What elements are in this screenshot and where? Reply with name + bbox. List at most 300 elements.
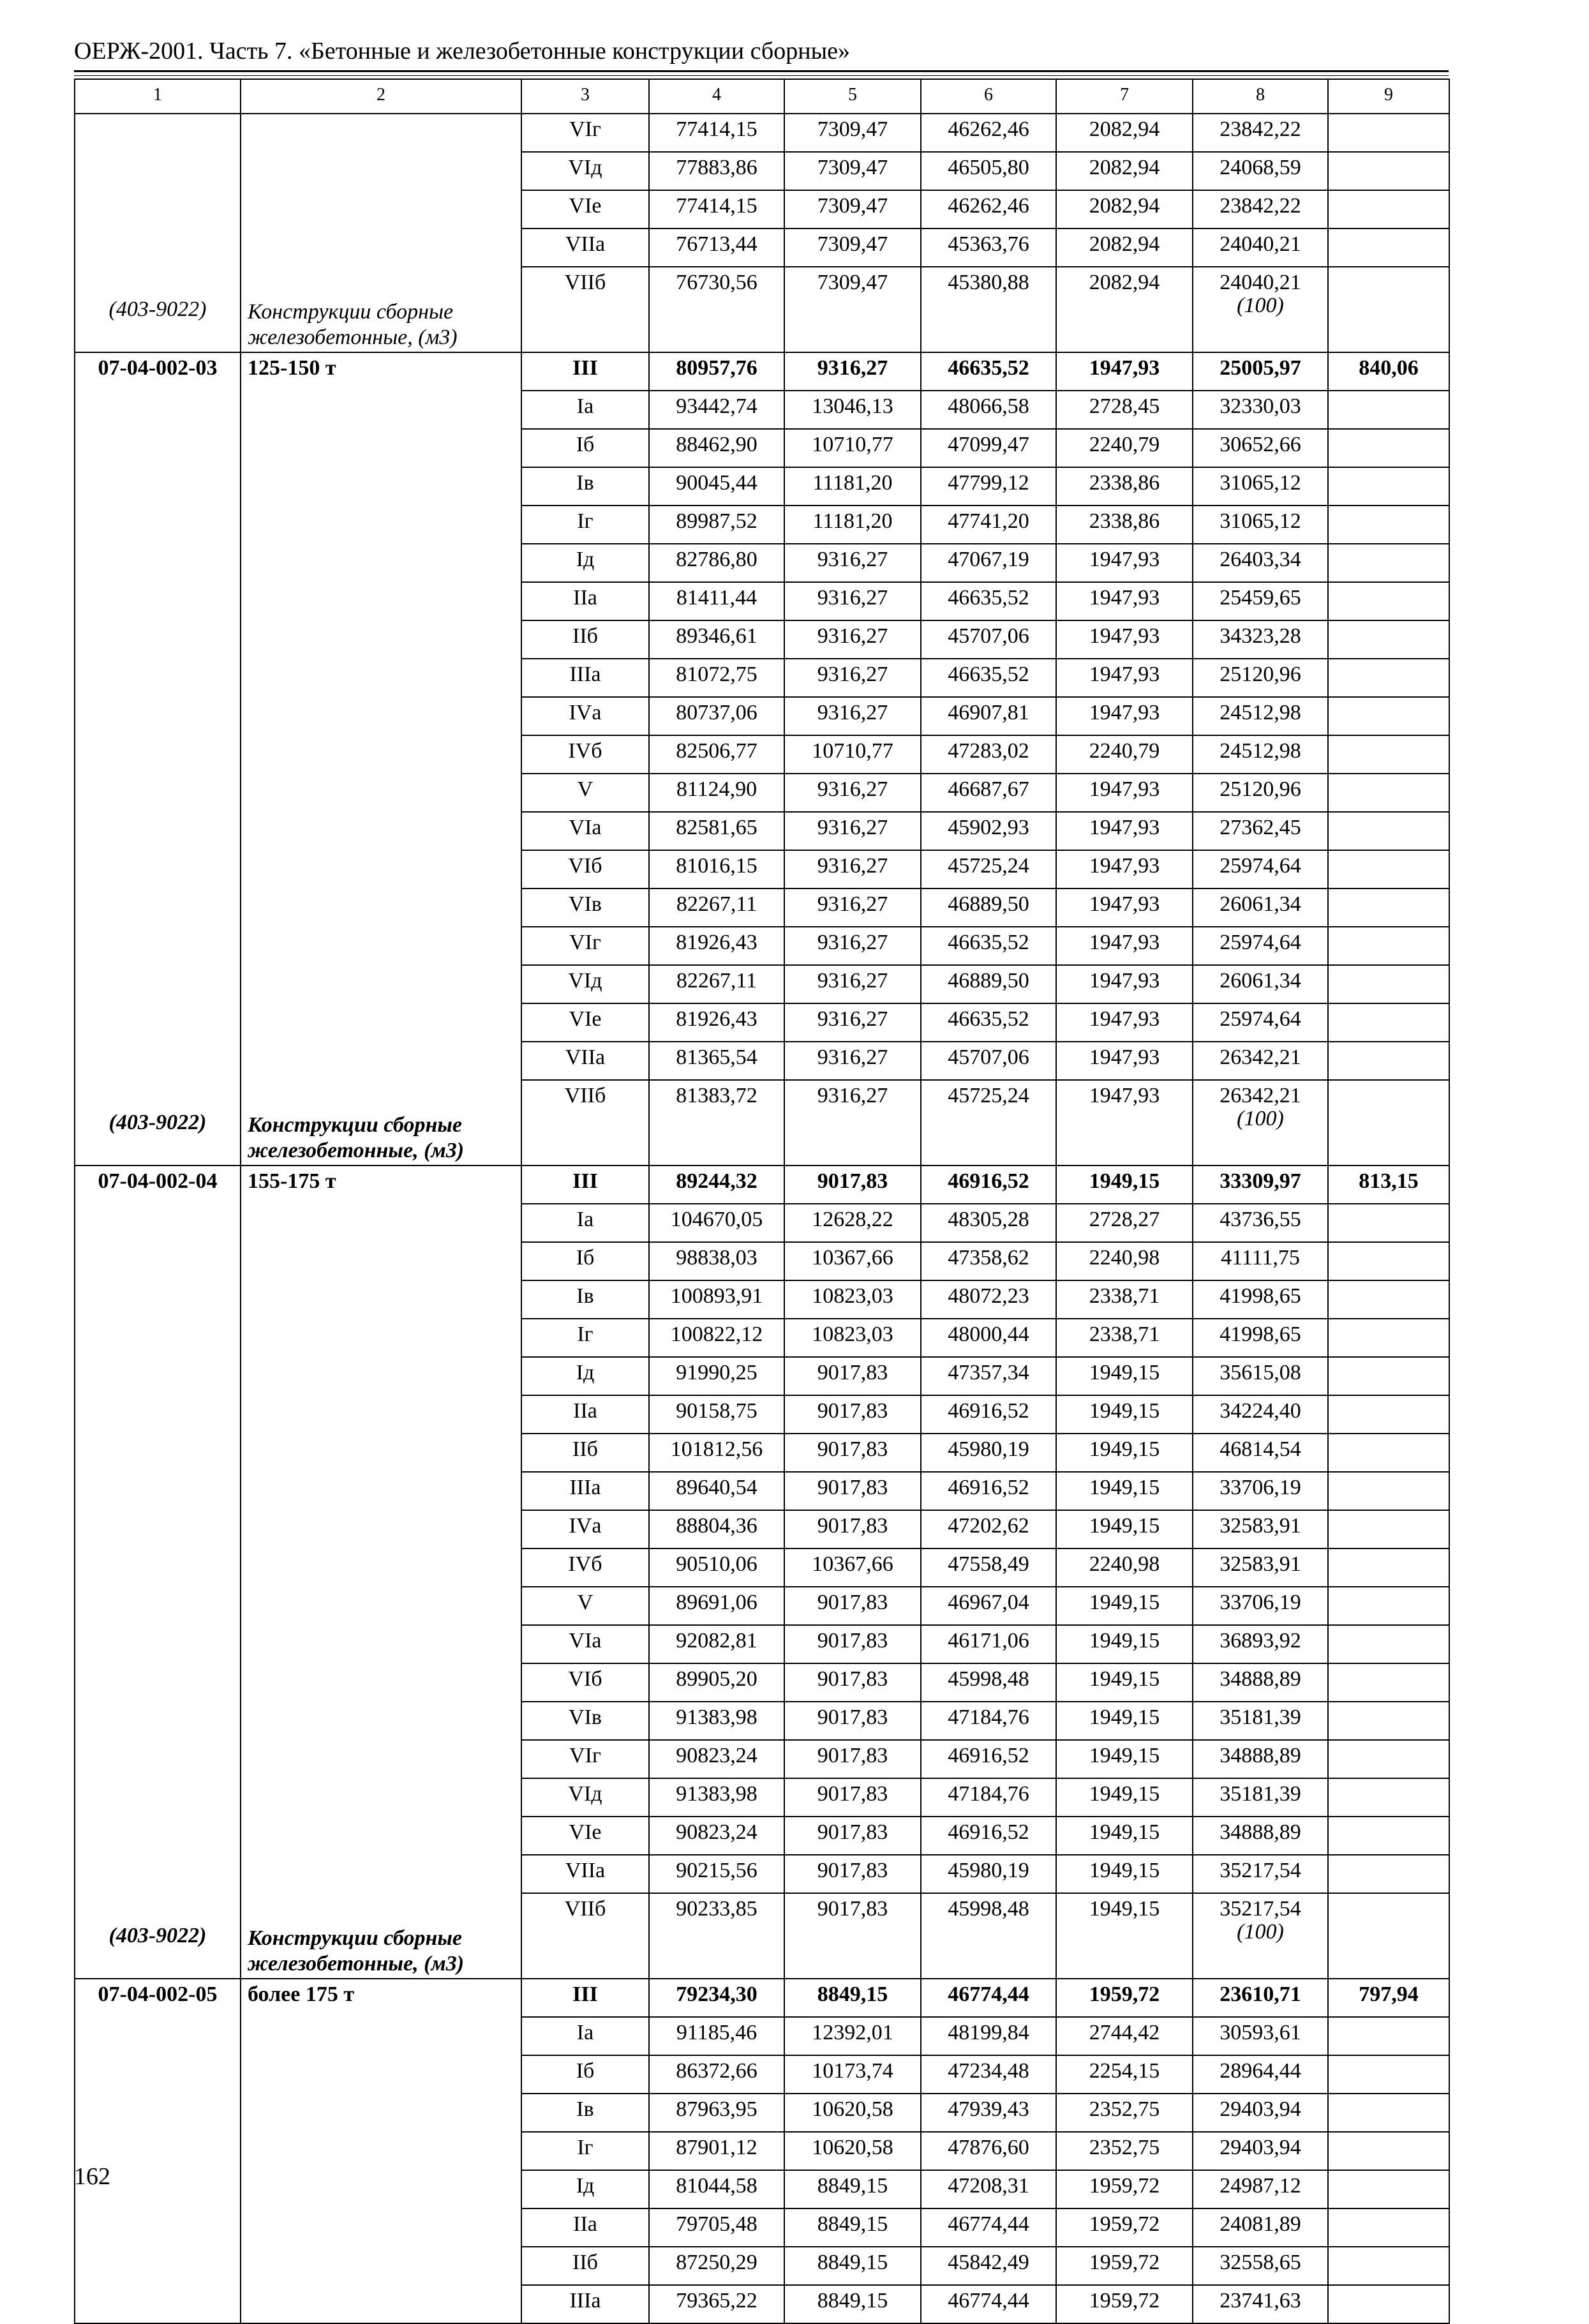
materials-value: 46814,54 <box>1220 1437 1301 1461</box>
wages <box>784 1434 921 1472</box>
machinery-value: 46916,52 <box>948 1399 1029 1423</box>
region-code <box>521 1434 649 1472</box>
region-code <box>521 1740 649 1778</box>
machinist-wages-value: 1959,72 <box>1089 2289 1160 2313</box>
region-code-value: VIб <box>568 854 602 878</box>
region-code <box>521 735 649 774</box>
machinist-wages-value: 1947,93 <box>1089 931 1160 954</box>
region-code-value: VIIб <box>564 1084 606 1107</box>
machinist-wages-value: 1949,15 <box>1089 1476 1160 1499</box>
machinist-wages-value: 1949,15 <box>1089 1591 1160 1614</box>
materials <box>1193 2208 1328 2247</box>
materials <box>1193 850 1328 888</box>
labor-cost <box>1328 467 1449 506</box>
machinery-value: 46907,81 <box>948 701 1029 724</box>
machinery <box>921 114 1056 152</box>
materials-value: 33706,19 <box>1220 1476 1301 1499</box>
materials <box>1193 352 1328 391</box>
wages <box>784 2017 921 2055</box>
materials-value: 35181,39 <box>1220 1782 1301 1806</box>
materials <box>1193 190 1328 229</box>
labor-cost <box>1328 506 1449 544</box>
total-cost-value: 89244,32 <box>676 1169 757 1193</box>
region-code <box>521 697 649 735</box>
total-cost-value: 77414,15 <box>676 194 757 218</box>
machinist-wages <box>1056 1548 1193 1587</box>
machinist-wages-value: 1947,93 <box>1089 1084 1160 1107</box>
machinist-wages-value: 2744,42 <box>1089 2021 1160 2044</box>
machinery <box>921 267 1056 352</box>
wages-value: 7309,47 <box>817 156 888 179</box>
machinery-value: 45363,76 <box>948 232 1029 256</box>
total-cost-value: 90045,44 <box>676 471 757 495</box>
region-code <box>521 659 649 697</box>
materials-value: 24081,89 <box>1220 2212 1301 2236</box>
machinist-wages-value: 1959,72 <box>1089 1983 1160 2006</box>
materials <box>1193 2285 1328 2323</box>
column-number: 2 <box>241 79 521 114</box>
wages <box>784 2208 921 2247</box>
machinist-wages-value: 2728,45 <box>1089 394 1160 418</box>
machinist-wages-value: 1949,15 <box>1089 1744 1160 1767</box>
materials-value: 33706,19 <box>1220 1591 1301 1614</box>
wages-value: 10367,66 <box>812 1552 893 1576</box>
materials <box>1193 1548 1328 1587</box>
machinist-wages <box>1056 1319 1193 1357</box>
machinery-value: 45998,48 <box>948 1667 1029 1691</box>
column-number: 1 <box>75 79 241 114</box>
total-cost-value: 88804,36 <box>676 1514 757 1538</box>
machinery <box>921 352 1056 391</box>
region-code-value: Iд <box>576 548 595 571</box>
machinery-value: 46505,80 <box>948 156 1029 179</box>
region-code-value: IIб <box>572 624 598 648</box>
table-row <box>75 1166 1449 1204</box>
machinist-wages-value: 1949,15 <box>1089 1629 1160 1653</box>
region-code <box>521 1357 649 1395</box>
materials <box>1193 2094 1328 2132</box>
machinery-value: 47741,20 <box>948 509 1029 533</box>
materials-value: 30652,66 <box>1220 433 1301 456</box>
machinist-wages-value: 1947,93 <box>1089 701 1160 724</box>
total-cost <box>649 1740 784 1778</box>
wages-value: 10367,66 <box>812 1246 893 1270</box>
materials <box>1193 1395 1328 1434</box>
rate-name-cell <box>241 114 521 352</box>
total-cost <box>649 1280 784 1319</box>
materials <box>1193 774 1328 812</box>
total-cost <box>649 888 784 927</box>
region-code <box>521 352 649 391</box>
machinery-value: 46889,50 <box>948 969 1029 993</box>
labor-cost <box>1328 1587 1449 1625</box>
materials-value: 25974,64 <box>1220 1007 1301 1031</box>
machinist-wages <box>1056 152 1193 190</box>
materials-value: 32583,91 <box>1220 1552 1301 1576</box>
wages <box>784 620 921 659</box>
total-cost <box>649 1395 784 1434</box>
materials-value: 25120,96 <box>1220 777 1301 801</box>
wages <box>784 506 921 544</box>
machinery-value: 47184,76 <box>948 1782 1029 1806</box>
machinery-value: 46916,52 <box>948 1820 1029 1844</box>
machinery-value: 46774,44 <box>948 2212 1029 2236</box>
machinery <box>921 1625 1056 1663</box>
total-cost-value: 87963,95 <box>676 2097 757 2121</box>
wages-value: 8849,15 <box>817 2251 888 2274</box>
page-header-title: ОЕРЖ-2001. Часть 7. «Бетонные и железобетонные конструкции сборные» <box>74 38 850 64</box>
materials-value: 25120,96 <box>1220 663 1301 686</box>
total-cost <box>649 190 784 229</box>
wages-value: 9316,27 <box>817 624 888 648</box>
materials <box>1193 1166 1328 1204</box>
materials <box>1193 267 1328 352</box>
machinery <box>921 506 1056 544</box>
machinery <box>921 888 1056 927</box>
region-code-value: VIв <box>569 892 602 916</box>
machinery <box>921 1587 1056 1625</box>
machinist-wages <box>1056 114 1193 152</box>
total-cost <box>649 352 784 391</box>
materials-value: 27362,45 <box>1220 816 1301 839</box>
wages-value: 9017,83 <box>817 1629 888 1653</box>
rate-code-cell <box>75 1979 241 2323</box>
total-cost <box>649 774 784 812</box>
total-cost <box>649 1080 784 1166</box>
machinist-wages <box>1056 2055 1193 2094</box>
materials-value: 24512,98 <box>1220 701 1301 724</box>
machinist-wages-value: 1947,93 <box>1089 624 1160 648</box>
rate-name: более 175 т <box>248 1983 355 2006</box>
materials-value: 41998,65 <box>1220 1284 1301 1308</box>
region-code <box>521 2208 649 2247</box>
rate-name-cell <box>241 1166 521 1979</box>
total-cost <box>649 1702 784 1740</box>
total-cost-value: 98838,03 <box>676 1246 757 1270</box>
labor-cost <box>1328 774 1449 812</box>
wages-value: 9017,83 <box>817 1514 888 1538</box>
region-code <box>521 429 649 467</box>
machinist-wages <box>1056 1893 1193 1979</box>
machinist-wages <box>1056 1663 1193 1702</box>
materials-value: 41111,75 <box>1221 1246 1300 1270</box>
materials-value: 24512,98 <box>1220 739 1301 763</box>
total-cost-value: 91185,46 <box>676 2021 757 2044</box>
wages <box>784 2247 921 2285</box>
machinery-value: 46916,52 <box>948 1744 1029 1767</box>
machinist-wages <box>1056 467 1193 506</box>
materials-value: 23610,71 <box>1220 1983 1301 2006</box>
materials-value: 25974,64 <box>1220 854 1301 878</box>
total-cost-value: 79705,48 <box>676 2212 757 2236</box>
wages <box>784 1979 921 2017</box>
labor-cost <box>1328 1702 1449 1740</box>
machinist-wages <box>1056 927 1193 965</box>
region-code-value: VIе <box>569 194 602 218</box>
wages-value: 9017,83 <box>817 1437 888 1461</box>
total-cost-value: 81383,72 <box>676 1084 757 1107</box>
machinist-wages <box>1056 1003 1193 1042</box>
machinery <box>921 2208 1056 2247</box>
total-cost <box>649 1242 784 1280</box>
wages <box>784 697 921 735</box>
wages-value: 9017,83 <box>817 1169 888 1193</box>
materials <box>1193 620 1328 659</box>
wages-value: 7309,47 <box>817 117 888 141</box>
wages-value: 11181,20 <box>812 471 893 495</box>
machinist-wages-value: 2240,98 <box>1089 1552 1160 1576</box>
materials <box>1193 735 1328 774</box>
rate-code: 07-04-002-03 <box>98 356 218 380</box>
machinist-wages <box>1056 1979 1193 2017</box>
machinery-value: 46635,52 <box>948 586 1029 610</box>
materials <box>1193 391 1328 429</box>
region-code-value: Iв <box>576 1284 594 1308</box>
wages-value: 7309,47 <box>817 194 888 218</box>
materials-value: 26403,34 <box>1220 548 1301 571</box>
wages <box>784 850 921 888</box>
materials <box>1193 2247 1328 2285</box>
column-number: 7 <box>1056 79 1193 114</box>
materials-value: 43736,55 <box>1220 1208 1301 1231</box>
machinery <box>921 1042 1056 1080</box>
labor-cost: 813,15 <box>1328 1166 1449 1204</box>
wages <box>784 2055 921 2094</box>
wages <box>784 1395 921 1434</box>
total-cost-value: 100822,12 <box>670 1323 763 1346</box>
wages <box>784 1740 921 1778</box>
region-code <box>521 2017 649 2055</box>
machinery <box>921 2055 1056 2094</box>
resource-consumption: (100) <box>1237 294 1284 317</box>
total-cost-value: 82267,11 <box>676 969 757 993</box>
wages <box>784 812 921 850</box>
materials <box>1193 1855 1328 1893</box>
machinist-wages-value: 2240,79 <box>1089 739 1160 763</box>
machinery <box>921 1003 1056 1042</box>
materials-value: 31065,12 <box>1220 509 1301 533</box>
materials-value: 26061,34 <box>1220 892 1301 916</box>
region-code-value: Iа <box>576 394 594 418</box>
region-code <box>521 582 649 620</box>
machinery-value: 48066,58 <box>948 394 1029 418</box>
materials <box>1193 927 1328 965</box>
region-code <box>521 812 649 850</box>
wages <box>784 1855 921 1893</box>
materials-value: 24987,12 <box>1220 2174 1301 2198</box>
machinery <box>921 152 1056 190</box>
machinery <box>921 735 1056 774</box>
machinist-wages <box>1056 1472 1193 1510</box>
labor-cost <box>1328 1003 1449 1042</box>
wages-value: 11181,20 <box>812 509 893 533</box>
rate-code-cell <box>75 352 241 1166</box>
region-code-value: IVб <box>568 739 602 763</box>
materials-value: 26342,21 <box>1220 1084 1301 1107</box>
labor-cost <box>1328 229 1449 267</box>
machinery-value: 46171,06 <box>948 1629 1029 1653</box>
machinery-value: 46635,52 <box>948 356 1029 380</box>
region-code <box>521 467 649 506</box>
region-code <box>521 190 649 229</box>
machinist-wages-value: 2338,71 <box>1089 1323 1160 1346</box>
materials <box>1193 229 1328 267</box>
resource-consumption: (100) <box>1237 1107 1284 1130</box>
wages-value: 9316,27 <box>817 816 888 839</box>
materials-value: 34888,89 <box>1220 1820 1301 1844</box>
materials <box>1193 1280 1328 1319</box>
machinery <box>921 582 1056 620</box>
total-cost <box>649 1434 784 1472</box>
machinist-wages <box>1056 1510 1193 1548</box>
region-code-value: IIа <box>573 1399 597 1423</box>
resource-code: (403-9022) <box>108 297 207 321</box>
region-code-value: III <box>572 1983 598 2006</box>
wages <box>784 888 921 927</box>
machinist-wages <box>1056 1357 1193 1395</box>
wages <box>784 965 921 1003</box>
wages-value: 9017,83 <box>817 1859 888 1882</box>
region-code-value: VIе <box>569 1820 602 1844</box>
rate-code: 07-04-002-05 <box>98 1983 218 2006</box>
region-code <box>521 152 649 190</box>
total-cost <box>649 1166 784 1204</box>
materials-value: 23741,63 <box>1220 2289 1301 2313</box>
machinery <box>921 2094 1056 2132</box>
machinist-wages <box>1056 1855 1193 1893</box>
column-number-row <box>75 79 1449 114</box>
machinist-wages-value: 1947,93 <box>1089 777 1160 801</box>
machinist-wages-value: 1949,15 <box>1089 1667 1160 1691</box>
machinist-wages <box>1056 2017 1193 2055</box>
machinery-value: 47202,62 <box>948 1514 1029 1538</box>
total-cost-value: 80957,76 <box>676 356 757 380</box>
wages <box>784 2094 921 2132</box>
machinist-wages <box>1056 1778 1193 1817</box>
wages-value: 9316,27 <box>817 1046 888 1069</box>
total-cost-value: 76730,56 <box>676 271 757 294</box>
machinist-wages-value: 1959,72 <box>1089 2174 1160 2198</box>
machinery-value: 48199,84 <box>948 2021 1029 2044</box>
machinery-value: 47067,19 <box>948 548 1029 571</box>
wages-value: 9316,27 <box>817 931 888 954</box>
wages <box>784 2132 921 2170</box>
machinist-wages-value: 1949,15 <box>1089 1437 1160 1461</box>
wages-value: 9316,27 <box>817 1084 888 1107</box>
materials-value: 23842,22 <box>1220 117 1301 141</box>
labor-cost <box>1328 267 1449 352</box>
materials <box>1193 888 1328 927</box>
wages <box>784 927 921 965</box>
machinist-wages-value: 1947,93 <box>1089 548 1160 571</box>
labor-cost <box>1328 2132 1449 2170</box>
machinery <box>921 1510 1056 1548</box>
machinery <box>921 544 1056 582</box>
materials <box>1193 1893 1328 1979</box>
total-cost-value: 88462,90 <box>676 433 757 456</box>
total-cost <box>649 467 784 506</box>
machinery <box>921 1357 1056 1395</box>
machinery-value: 45980,19 <box>948 1437 1029 1461</box>
wages <box>784 1817 921 1855</box>
materials-value: 29403,94 <box>1220 2097 1301 2121</box>
region-code <box>521 114 649 152</box>
machinist-wages-value: 1949,15 <box>1089 1859 1160 1882</box>
materials-value: 33309,97 <box>1220 1169 1301 1193</box>
materials <box>1193 1434 1328 1472</box>
wages-value: 9017,83 <box>817 1897 888 1921</box>
labor-cost <box>1328 1357 1449 1395</box>
materials <box>1193 2132 1328 2170</box>
total-cost-value: 81926,43 <box>676 931 757 954</box>
labor-cost <box>1328 697 1449 735</box>
machinery <box>921 190 1056 229</box>
total-cost <box>649 506 784 544</box>
region-code-value: Iг <box>577 509 593 533</box>
total-cost-value: 77883,86 <box>676 156 757 179</box>
machinist-wages <box>1056 1280 1193 1319</box>
materials <box>1193 2055 1328 2094</box>
total-cost <box>649 229 784 267</box>
machinist-wages-value: 1949,15 <box>1089 1514 1160 1538</box>
wages <box>784 1319 921 1357</box>
machinery <box>921 1663 1056 1702</box>
table-row <box>75 114 1449 152</box>
rates-table <box>74 79 1450 2324</box>
labor-cost <box>1328 1740 1449 1778</box>
region-code-value: IIа <box>573 2212 597 2236</box>
wages <box>784 1003 921 1042</box>
wages-value: 9017,83 <box>817 1399 888 1423</box>
wages-value: 13046,13 <box>812 394 893 418</box>
labor-cost <box>1328 2170 1449 2208</box>
total-cost-value: 82267,11 <box>676 892 757 916</box>
machinist-wages <box>1056 190 1193 229</box>
machinery <box>921 1740 1056 1778</box>
labor-cost <box>1328 2094 1449 2132</box>
resource-code: (403-9022) <box>108 1924 207 1947</box>
region-code-value: VIг <box>569 117 601 141</box>
labor-cost <box>1328 2055 1449 2094</box>
labor-cost <box>1328 1472 1449 1510</box>
materials <box>1193 582 1328 620</box>
wages <box>784 229 921 267</box>
wages-value: 9017,83 <box>817 1476 888 1499</box>
region-code <box>521 1702 649 1740</box>
total-cost <box>649 1319 784 1357</box>
machinist-wages <box>1056 352 1193 391</box>
machinery <box>921 1080 1056 1166</box>
resource-code: (403-9022) <box>108 1111 207 1134</box>
materials <box>1193 152 1328 190</box>
machinery-value: 46635,52 <box>948 931 1029 954</box>
total-cost <box>649 2132 784 2170</box>
region-code <box>521 2285 649 2323</box>
labor-cost <box>1328 1204 1449 1242</box>
machinery <box>921 1204 1056 1242</box>
machinery-value: 45707,06 <box>948 1046 1029 1069</box>
total-cost-value: 81044,58 <box>676 2174 757 2198</box>
machinist-wages-value: 1947,93 <box>1089 969 1160 993</box>
total-cost <box>649 391 784 429</box>
region-code <box>521 1242 649 1280</box>
labor-cost <box>1328 1893 1449 1979</box>
machinery-value: 45842,49 <box>948 2251 1029 2274</box>
materials <box>1193 1817 1328 1855</box>
machinist-wages <box>1056 2094 1193 2132</box>
total-cost <box>649 114 784 152</box>
machinist-wages <box>1056 2285 1193 2323</box>
